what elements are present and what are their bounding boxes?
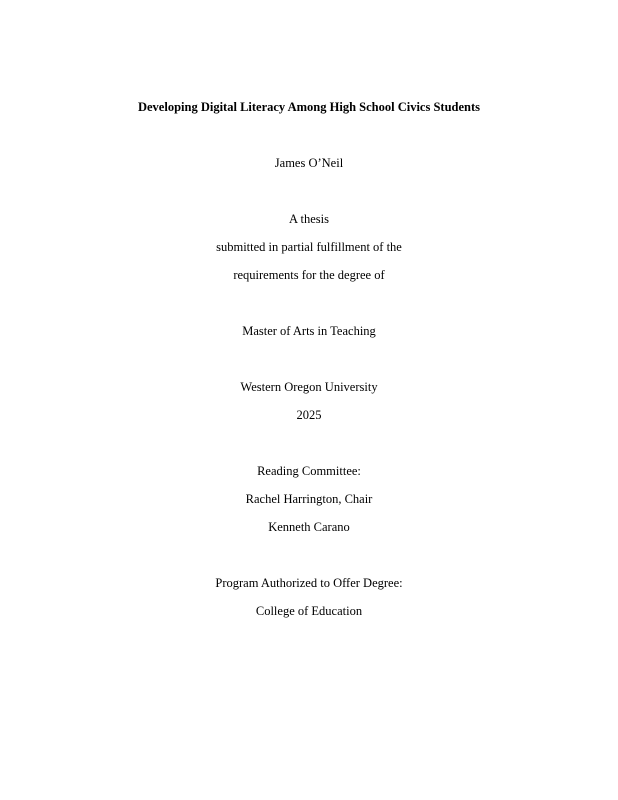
committee-member: Kenneth Carano (268, 520, 350, 534)
committee-heading: Reading Committee: (257, 464, 361, 478)
thesis-statement-line-2: submitted in partial fulfillment of the (216, 240, 402, 254)
thesis-title: Developing Digital Literacy Among High School Civics Students (137, 100, 481, 114)
program-name: College of Education (255, 604, 363, 618)
thesis-statement-line-1: A thesis (289, 212, 329, 226)
author-name: James O’Neil (274, 156, 344, 170)
year: 2025 (296, 408, 322, 422)
degree-name: Master of Arts in Teaching (242, 324, 376, 338)
committee-member: Rachel Harrington, Chair (245, 492, 373, 506)
institution-name: Western Oregon University (240, 380, 378, 394)
program-heading: Program Authorized to Offer Degree: (215, 576, 403, 590)
thesis-statement-line-3: requirements for the degree of (233, 268, 385, 282)
